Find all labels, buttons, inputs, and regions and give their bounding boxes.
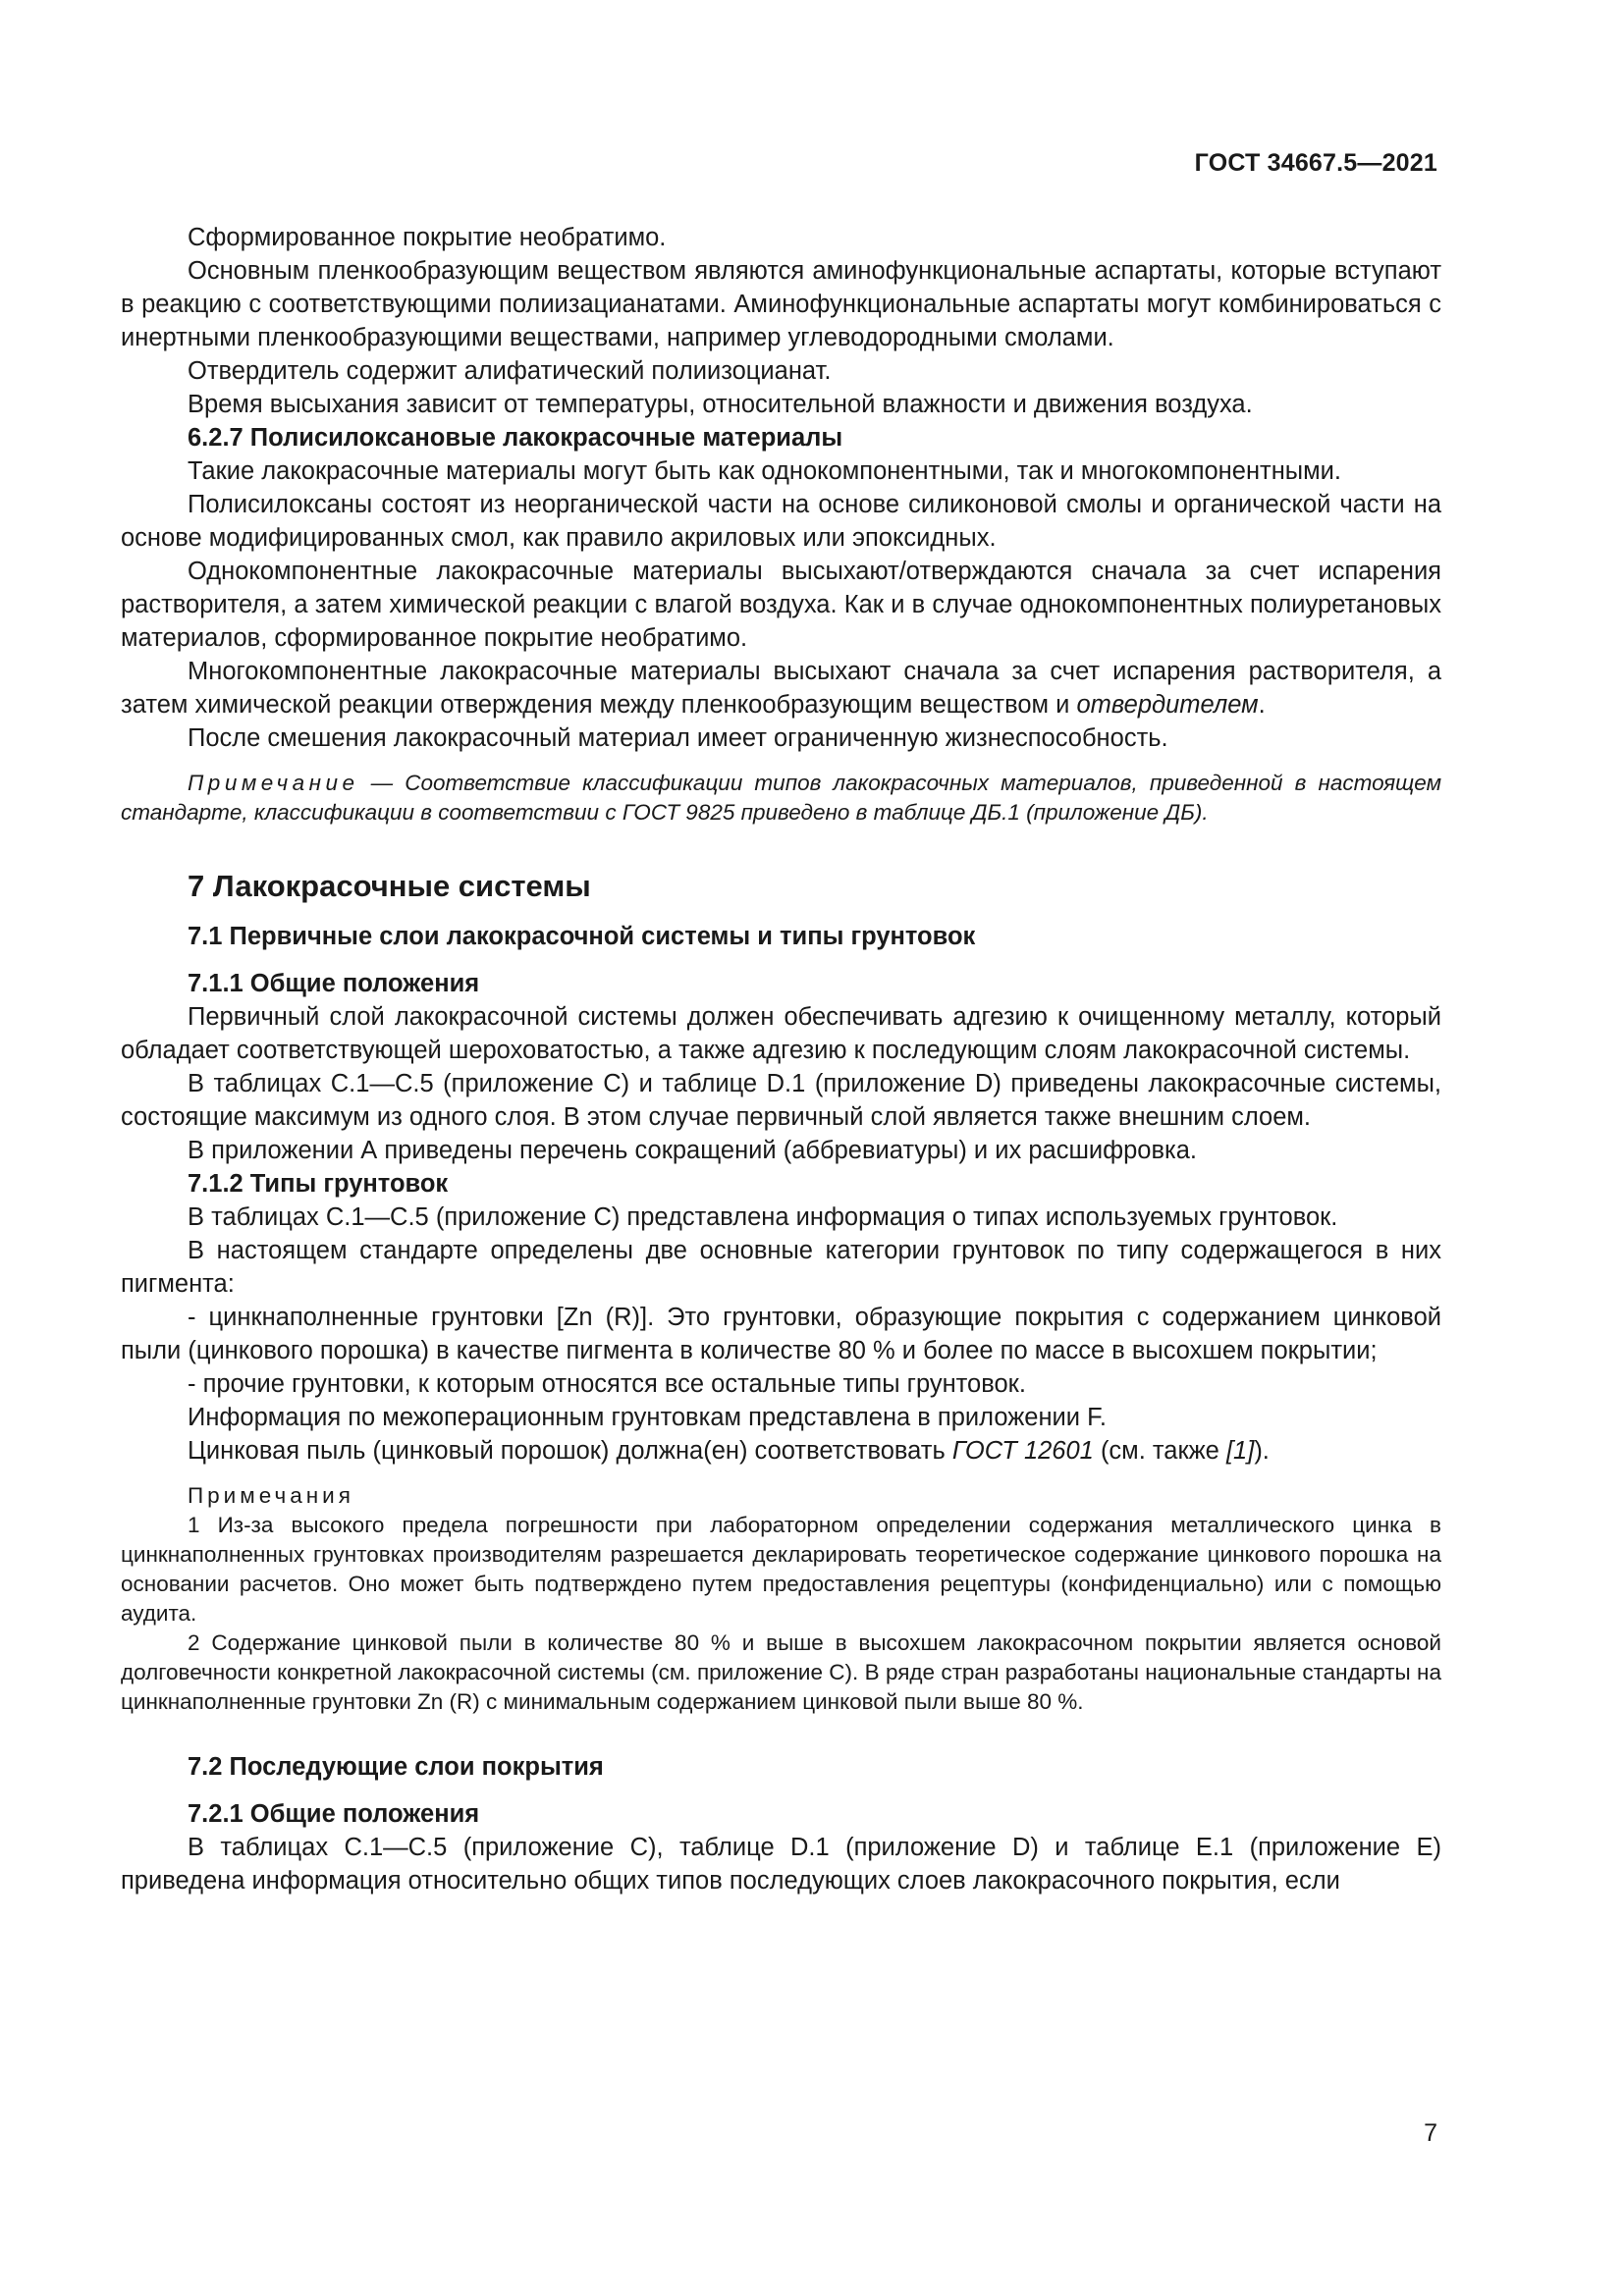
- heading-7-2-1: 7.2.1 Общие положения: [188, 1800, 480, 1828]
- text-run: Цинковая пыль (цинковый порошок) должна(ен) соответствовать: [188, 1437, 952, 1465]
- paragraph: [121, 655, 1441, 721]
- paragraph: После смешения лакокрасочный материал имеет ограниченную жизнеспособность.: [188, 724, 1168, 752]
- standard-code-header: ГОСТ 34667.5—2021: [1194, 149, 1437, 177]
- text-run: ).: [1254, 1437, 1270, 1465]
- note: [121, 769, 1441, 828]
- italic-reference: [1]: [1225, 1437, 1255, 1465]
- paragraph: - прочие грунтовки, к которым относятся все остальные типы грунтовок.: [188, 1370, 1026, 1398]
- heading-6-2-7: 6.2.7 Полисилоксановые лакокрасочные материалы: [188, 424, 843, 452]
- note-item: 1 Из-за высокого предела погрешности при лабораторном определении содержания металлического цинка в цинкнаполненных грунтовках производителям разрешается декларировать теоретическое содержание цинкового порошка на основании расчетов. Оно может быть подтверждено путем предоставления рецептуры (конфиденциально) или с помощью аудита.: [121, 1513, 1441, 1626]
- text-run: (см. также: [1093, 1437, 1226, 1465]
- text-run: Многокомпонентные лакокрасочные материалы высыхают сначала за счет испарения растворителя, а затем химической реакции отверждения между пленкообразующим веществом и: [121, 658, 1441, 719]
- page-number: 7: [1424, 2119, 1437, 2147]
- paragraph: Однокомпонентные лакокрасочные материалы высыхают/отверждаются сначала за счет испарения растворителя, а затем химической реакции с влагой воздуха. Как и в случае однокомпонентных полиуретановых материалов, сформированное покрытие необратимо.: [121, 558, 1441, 652]
- note-text: — Соответствие классификации типов лакокрасочных материалов, приведенной в настоящем стандарте, классификации в соответствии с ГОСТ 9825 приведено в таблице ДБ.1 (приложение ДБ).: [121, 771, 1441, 825]
- paragraph: В приложении А приведены перечень сокращений (аббревиатуры) и их расшифровка.: [188, 1137, 1198, 1164]
- paragraph: Полисилоксаны состоят из неорганической части на основе силиконовой смолы и органической части на основе модифицированных смол, как правило акриловых или эпоксидных.: [121, 491, 1441, 552]
- paragraph: В настоящем стандарте определены две основные категории грунтовок по типу содержащегося в них пигмента:: [121, 1237, 1441, 1298]
- heading-7: 7 Лакокрасочные системы: [188, 869, 591, 903]
- notes-label: Примечания: [188, 1483, 354, 1508]
- paragraph: Основным пленкообразующим веществом являются аминофункциональные аспартаты, которые вступают в реакцию с соответствующими полиизацианатами. Аминофункциональные аспартаты могут комбинироваться с инертными пленкообразующими веществами, например углеводородными смолами.: [121, 257, 1441, 351]
- paragraph: - цинкнаполненные грунтовки [Zn (R)]. Это грунтовки, образующие покрытия с содержанием цинковой пыли (цинкового порошка) в качестве пигмента в количестве 80 % и более по массе в высохшем покрытии;: [121, 1304, 1441, 1364]
- heading-7-1-1: 7.1.1 Общие положения: [188, 970, 480, 997]
- paragraph: В таблицах C.1—C.5 (приложение C) и таблице D.1 (приложение D) приведены лакокрасочные системы, состоящие максимум из одного слоя. В этом случае первичный слой является также внешним слоем.: [121, 1070, 1441, 1131]
- heading-7-1: 7.1 Первичные слои лакокрасочной системы и типы грунтовок: [188, 923, 976, 950]
- italic-term: отвердителем: [1076, 691, 1259, 719]
- paragraph: Время высыхания зависит от температуры, относительной влажности и движения воздуха.: [188, 391, 1253, 418]
- text-run: .: [1258, 691, 1266, 719]
- note-item: 2 Содержание цинковой пыли в количестве 80 % и выше в высохшем лакокрасочном покрытии является основой долговечности конкретной лакокрасочной системы (см. приложение C). В ряде стран разработаны национальные стандарты на цинкнаполненные грунтовки Zn (R) с минимальным содержанием цинковой пыли выше 80 %.: [121, 1630, 1441, 1714]
- note-label: Примечание: [188, 771, 359, 795]
- italic-reference: ГОСТ 12601: [951, 1437, 1094, 1465]
- paragraph: [121, 1434, 1441, 1468]
- paragraph: В таблицах C.1—C.5 (приложение C) представлена информация о типах используемых грунтовок.: [188, 1203, 1338, 1231]
- paragraph: Такие лакокрасочные материалы могут быть как однокомпонентными, так и многокомпонентными.: [188, 457, 1341, 485]
- paragraph: Отвердитель содержит алифатический полиизоцианат.: [188, 357, 832, 385]
- paragraph: Информация по межоперационным грунтовкам представлена в приложении F.: [188, 1404, 1107, 1431]
- heading-7-1-2: 7.1.2 Типы грунтовок: [188, 1170, 449, 1198]
- heading-7-2: 7.2 Последующие слои покрытия: [188, 1753, 604, 1781]
- page-content: [121, 221, 1441, 1897]
- paragraph: Первичный слой лакокрасочной системы должен обеспечивать адгезию к очищенному металлу, который обладает соответствующей шероховатостью, а также адгезию к последующим слоям лакокрасочной системы.: [121, 1003, 1441, 1064]
- paragraph: В таблицах C.1—C.5 (приложение C), таблице D.1 (приложение D) и таблице E.1 (приложение E) приведена информация относительно общих типов последующих слоев лакокрасочного покрытия, если: [121, 1834, 1441, 1895]
- paragraph: Сформированное покрытие необратимо.: [188, 224, 667, 251]
